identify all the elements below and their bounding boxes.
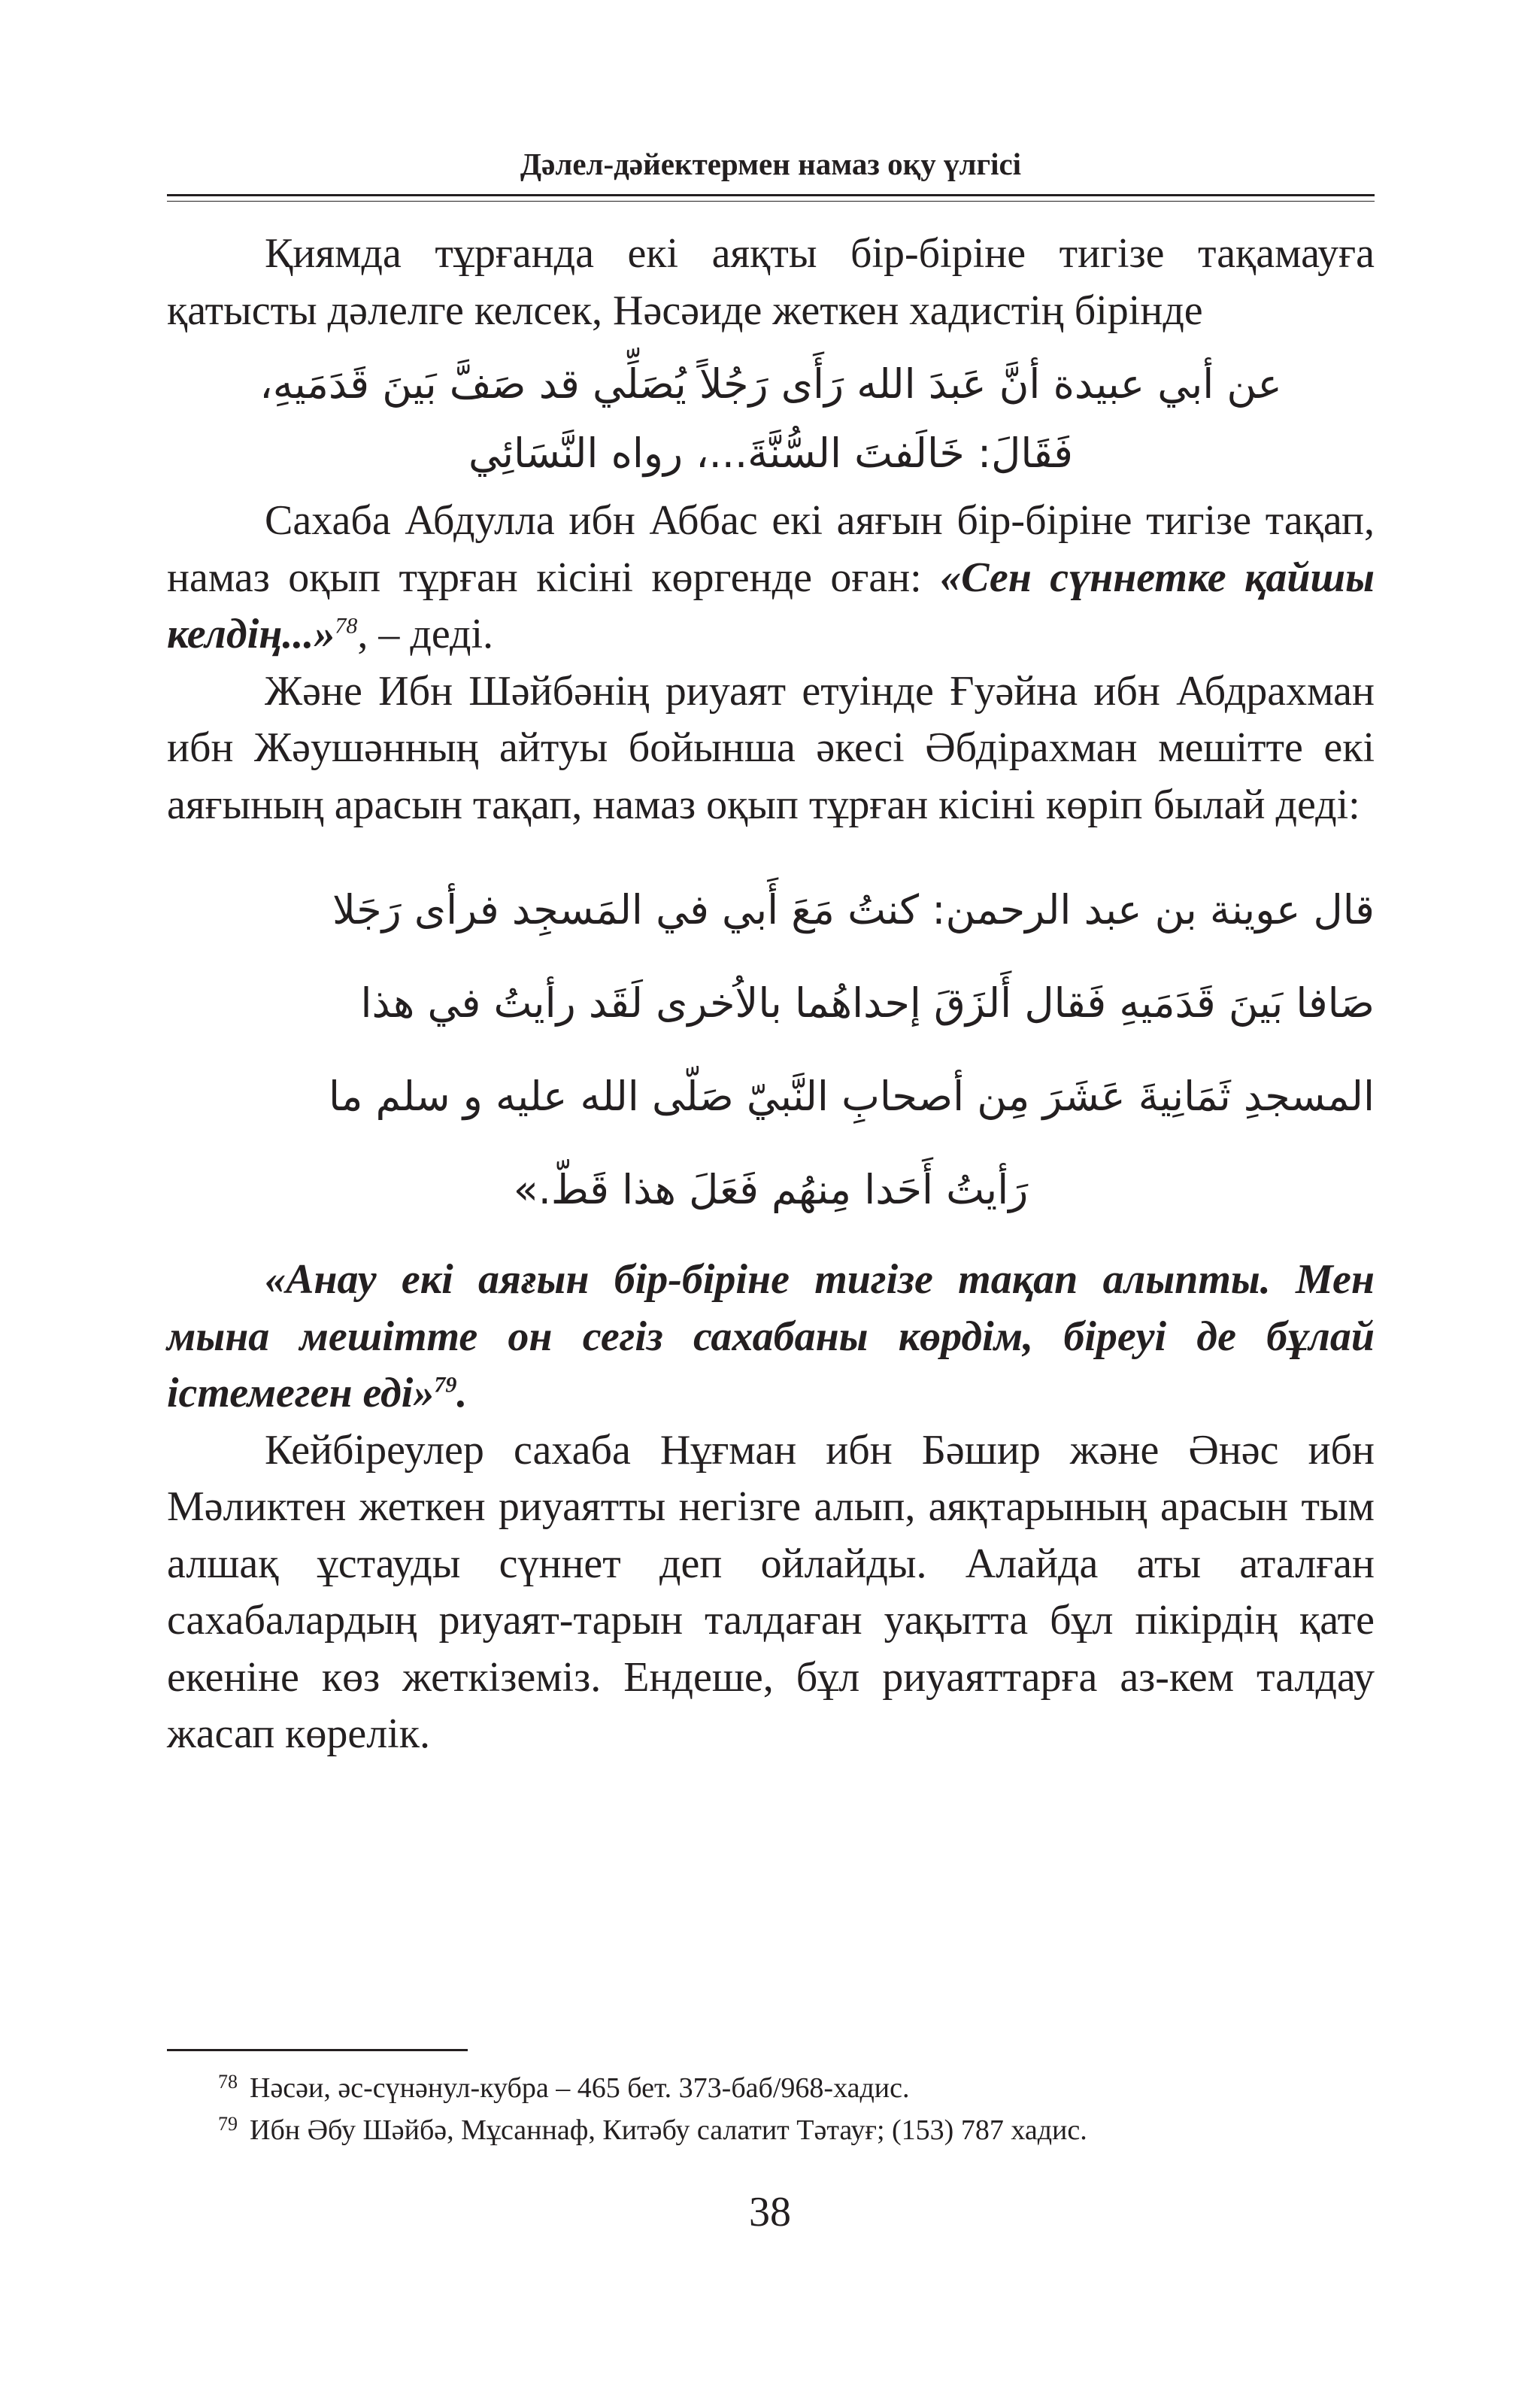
footnote-78	[167, 2067, 1375, 2109]
footnote-text: Ибн Әбу Шәйбә, Мұсаннаф, Китәбу салатит Тәтауғ; (153) 787 хадис.	[250, 2114, 1087, 2146]
arabic-line: فَقَالَ: خَالَفتَ السُّنَّةَ...، رواه النَّسَائِي	[468, 429, 1073, 477]
header-rule	[167, 194, 1375, 202]
arabic-quote-2	[167, 864, 1375, 1237]
paragraph-2-end: , – деді.	[357, 611, 494, 657]
paragraph-3: Және Ибн Шәйбәнің риуаят етуінде Ғуәйна ибн Абдрахман ибн Жәушәнның айтуы бойынша әкесі Әбдірахман мешітте екі аяғының арасын тақап, намаз оқып тұрған кісіні көріп былай деді:	[167, 667, 1375, 828]
translation-text: «Анау екі аяғын бір-біріне тигізе тақап алыпты. Мен мына мешітте он сегіз сахабаны көрдім, біреуі де бұлай істемеген еді»	[167, 1256, 1375, 1416]
paragraph-1: Қиямда тұрғанда екі аяқты бір-біріне тигізе тақамауға қатысты дәлелге келсек, Нәсәиде жеткен хадистің бірінде	[167, 230, 1375, 334]
footnote-79	[167, 2109, 1375, 2151]
paragraph-5: Кейбіреулер сахаба Нұғман ибн Бәшир және Әнәс ибн Мәликтен жеткен риуаятты негізге алып, аяқтарының арасын тым алшақ ұстауды сүннет деп ойлайды. Алайда аты аталған сахабалардың риуаят-тарын талдаған уақытта бұл пікірдің қате екеніне көз жеткіземіз. Ендеше, бұл риуаяттарға аз-кем талдау жасап көрелік.	[167, 1426, 1375, 1757]
running-head: Дәлел-дәйектермен намаз оқу үлгісі	[520, 147, 1022, 181]
arabic-quote-1	[167, 350, 1375, 488]
footnote-ref-78: 78	[335, 613, 358, 639]
arabic-line: رَأيتُ أَحَدا مِنهُم فَعَلَ هذا قَطّ.»	[513, 1166, 1029, 1213]
paragraph-2-text: Сахаба Абдулла ибн Аббас екі аяғын бір-біріне тигізе тақап, намаз оқып тұрған кісіні көргенде оған:	[167, 497, 1375, 601]
arabic-line: قال عوينة بن عبد الرحمن: كنتُ مَعَ أَبي في المَسجِد فرأى رَجَلا	[332, 886, 1375, 933]
page-number: 38	[749, 2189, 791, 2236]
arabic-line: صَافا بَينَ قَدَمَيهِ فَقال أَلزَقَ إحداهُما بالاُخرى لَقَد رأيتُ في هذا	[360, 979, 1375, 1027]
arabic-line: عن أبي عبيدة أنَّ عَبدَ الله رَأَى رَجُلاً يُصَلِّي قد صَفَّ بَينَ قَدَمَيهِ،	[259, 360, 1282, 408]
arabic-line: المسجدِ ثَمَانِيةَ عَشَرَ مِن أصحابِ النَّبيّ صَلّى الله عليه و سلم ما	[328, 1073, 1375, 1120]
main-text	[167, 226, 1375, 1763]
paragraph-4-translation	[167, 1252, 1375, 1422]
footnote-number: 79	[218, 2113, 238, 2135]
translation-end: .	[456, 1370, 468, 1416]
footnotes	[167, 2067, 1375, 2151]
footnote-text: Нәсәи, әс-сүнәнул-кубра – 465 бет. 373-баб/968-хадис.	[250, 2072, 910, 2104]
footnote-ref-79: 79	[434, 1372, 457, 1398]
footnote-number: 78	[218, 2071, 238, 2093]
paragraph-2-quote: «Сен сүннетке қайшы келдің...»	[167, 554, 1375, 657]
paragraph-2	[167, 493, 1375, 663]
footnote-rule	[167, 2049, 468, 2051]
